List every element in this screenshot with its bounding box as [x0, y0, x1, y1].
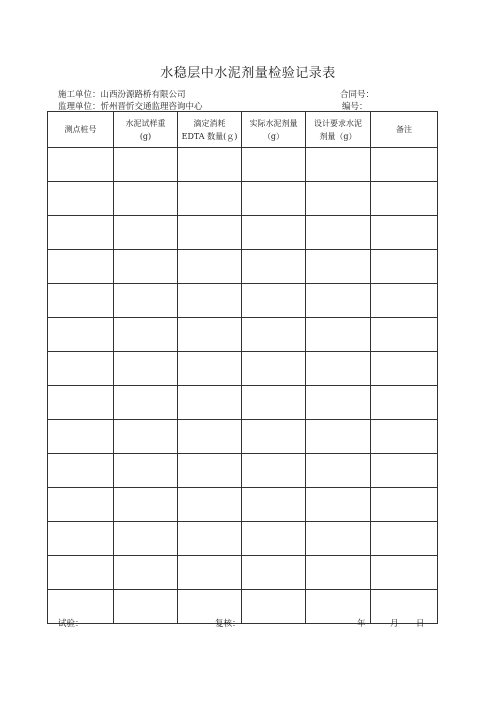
- table-cell[interactable]: [48, 318, 114, 352]
- table-cell[interactable]: [178, 522, 242, 556]
- table-row: [48, 318, 438, 352]
- table-cell[interactable]: [48, 352, 114, 386]
- table-cell[interactable]: [371, 386, 438, 420]
- document-title: 水稳层中水泥剂量检验记录表: [160, 66, 336, 81]
- table-cell[interactable]: [371, 488, 438, 522]
- table-cell[interactable]: [48, 182, 114, 216]
- table-cell[interactable]: [48, 556, 114, 590]
- table-cell[interactable]: [371, 590, 438, 624]
- table-cell[interactable]: [48, 386, 114, 420]
- table-cell[interactable]: [306, 386, 371, 420]
- table-cell[interactable]: [178, 284, 242, 318]
- table-cell[interactable]: [114, 182, 178, 216]
- table-cell[interactable]: [114, 556, 178, 590]
- table-cell[interactable]: [306, 182, 371, 216]
- contract-number-label: 合同号：: [340, 90, 375, 100]
- table-cell[interactable]: [306, 216, 371, 250]
- table-cell[interactable]: [371, 182, 438, 216]
- table-cell[interactable]: [178, 148, 242, 182]
- header-actual-cement-dosage: 实际水泥剂量 （g）: [242, 112, 306, 148]
- table-cell[interactable]: [114, 318, 178, 352]
- header-design-cement-dosage: 设计要求水泥 剂量（g）: [306, 112, 371, 148]
- table-cell[interactable]: [242, 454, 306, 488]
- table-cell[interactable]: [114, 216, 178, 250]
- table-cell[interactable]: [242, 250, 306, 284]
- table-cell[interactable]: [178, 386, 242, 420]
- table-cell[interactable]: [306, 148, 371, 182]
- table-cell[interactable]: [371, 420, 438, 454]
- table-row: [48, 148, 438, 182]
- record-table: [47, 111, 438, 624]
- table-cell[interactable]: [114, 420, 178, 454]
- table-cell[interactable]: [371, 148, 438, 182]
- table-cell[interactable]: [371, 284, 438, 318]
- table-cell[interactable]: [114, 454, 178, 488]
- table-cell[interactable]: [242, 420, 306, 454]
- table-cell[interactable]: [306, 352, 371, 386]
- table-cell[interactable]: [178, 352, 242, 386]
- table-cell[interactable]: [242, 590, 306, 624]
- table-cell[interactable]: [178, 454, 242, 488]
- table-cell[interactable]: [242, 284, 306, 318]
- table-cell[interactable]: [242, 216, 306, 250]
- table-cell[interactable]: [114, 148, 178, 182]
- table-cell[interactable]: [178, 182, 242, 216]
- table-cell[interactable]: [48, 488, 114, 522]
- table-cell[interactable]: [306, 522, 371, 556]
- table-cell[interactable]: [306, 250, 371, 284]
- table-cell[interactable]: [178, 250, 242, 284]
- table-row: [48, 488, 438, 522]
- table-cell[interactable]: [48, 148, 114, 182]
- table-cell[interactable]: [178, 216, 242, 250]
- table-cell[interactable]: [114, 250, 178, 284]
- supervision-unit: 监理单位：忻州晋忻交通监理咨询中心: [58, 102, 203, 112]
- table-cell[interactable]: [242, 352, 306, 386]
- table-row: [48, 284, 438, 318]
- table-cell[interactable]: [371, 216, 438, 250]
- table-cell[interactable]: [371, 352, 438, 386]
- table-cell[interactable]: [48, 522, 114, 556]
- table-row: [48, 216, 438, 250]
- table-cell[interactable]: [114, 522, 178, 556]
- table-row: [48, 386, 438, 420]
- table-row: [48, 182, 438, 216]
- table-cell[interactable]: [178, 420, 242, 454]
- table-cell[interactable]: [48, 284, 114, 318]
- table-cell[interactable]: [114, 386, 178, 420]
- table-cell[interactable]: [242, 488, 306, 522]
- date-month-label: 月: [390, 619, 399, 629]
- table-cell[interactable]: [48, 420, 114, 454]
- table-cell[interactable]: [306, 318, 371, 352]
- table-cell[interactable]: [114, 352, 178, 386]
- table-cell[interactable]: [371, 318, 438, 352]
- table-cell[interactable]: [306, 454, 371, 488]
- table-cell[interactable]: [371, 556, 438, 590]
- table-cell[interactable]: [306, 488, 371, 522]
- header-station: 测点桩号: [48, 112, 114, 148]
- tester-label: 试验：: [58, 619, 84, 629]
- table-cell[interactable]: [306, 556, 371, 590]
- table-cell[interactable]: [242, 386, 306, 420]
- reviewer-label: 复核：: [215, 619, 241, 629]
- table-cell[interactable]: [242, 556, 306, 590]
- header-remarks: 备注: [371, 112, 438, 148]
- table-header-row: [48, 112, 438, 148]
- header-edta-consumption: 滴定消耗 EDTA 数量(ｇ): [178, 112, 242, 148]
- table-cell[interactable]: [178, 556, 242, 590]
- table-row: [48, 522, 438, 556]
- date-day-label: 日: [416, 619, 425, 629]
- table-row: [48, 454, 438, 488]
- table-row: [48, 590, 438, 624]
- table-cell[interactable]: [114, 284, 178, 318]
- table-row: [48, 352, 438, 386]
- serial-number-label: 编号：: [342, 102, 368, 112]
- table-cell[interactable]: [306, 284, 371, 318]
- table-cell[interactable]: [371, 454, 438, 488]
- table-cell[interactable]: [48, 216, 114, 250]
- table-cell[interactable]: [306, 420, 371, 454]
- header-sample-weight: 水泥试样重 (g): [114, 112, 178, 148]
- table-row: [48, 250, 438, 284]
- table-cell[interactable]: [48, 250, 114, 284]
- table-cell[interactable]: [178, 488, 242, 522]
- table-cell[interactable]: [242, 318, 306, 352]
- construction-unit: 施工单位：山西汾源路桥有限公司: [58, 90, 186, 100]
- table-cell[interactable]: [371, 522, 438, 556]
- table-cell[interactable]: [48, 454, 114, 488]
- table-cell[interactable]: [114, 488, 178, 522]
- table-cell[interactable]: [178, 318, 242, 352]
- table-cell[interactable]: [371, 250, 438, 284]
- table-cell[interactable]: [114, 590, 178, 624]
- table-row: [48, 556, 438, 590]
- date-year-label: 年: [357, 619, 366, 629]
- table-cell[interactable]: [242, 148, 306, 182]
- table-cell[interactable]: [242, 522, 306, 556]
- table-cell[interactable]: [242, 182, 306, 216]
- table-row: [48, 420, 438, 454]
